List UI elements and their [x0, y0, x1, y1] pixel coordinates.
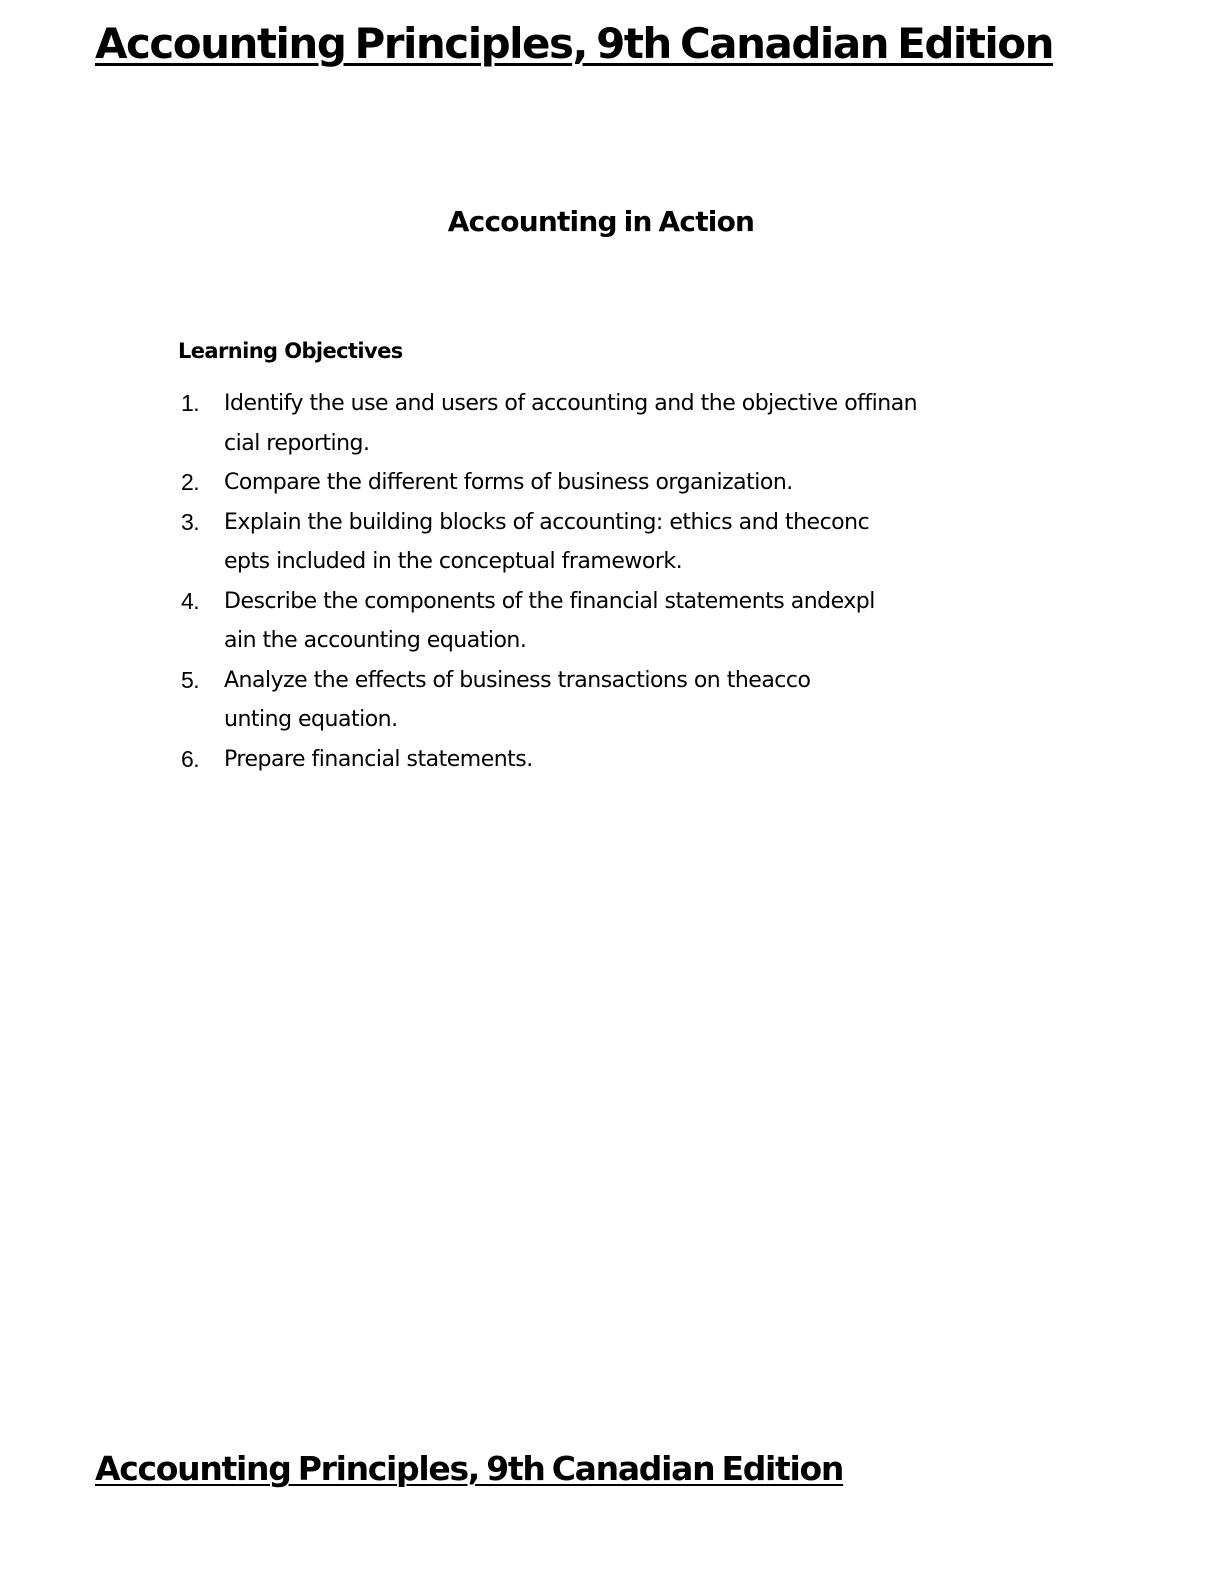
learning-objectives-heading: Learning Objectives	[178, 339, 403, 363]
objective-text-line: Explain the building blocks of accounting: ethics and theconc	[224, 509, 870, 535]
objective-item	[178, 463, 998, 503]
objective-number: 6.	[181, 745, 200, 772]
objective-text-line: Describe the components of the financial statements andexpl	[224, 588, 875, 614]
objective-number: 2.	[181, 469, 200, 495]
objective-text-line: unting equation.	[224, 707, 398, 732]
objective-item	[178, 582, 998, 661]
objective-item	[178, 503, 998, 582]
objective-number: 4.	[181, 587, 200, 614]
chapter-title: Accounting in Action	[447, 205, 755, 238]
objective-text-line: ain the accounting equation.	[224, 628, 527, 653]
objective-text-line: epts included in the conceptual framework.	[224, 549, 683, 574]
objective-text-line: Identify the use and users of accounting and the objective offinan	[224, 391, 918, 416]
objective-text-line: Analyze the effects of business transactions on theacco	[224, 667, 811, 693]
learning-objectives-list	[178, 384, 998, 779]
objective-text-line: Compare the different forms of business organization.	[224, 470, 793, 495]
objective-item	[178, 740, 998, 780]
objective-number: 5.	[181, 666, 200, 693]
page-footer-title: Accounting Principles, 9th Canadian Edition	[95, 1449, 844, 1488]
page-header-title: Accounting Principles, 9th Canadian Edition	[95, 19, 1054, 68]
objective-number: 1.	[181, 390, 200, 416]
objective-number: 3.	[181, 508, 200, 535]
objective-text-line: cial reporting.	[224, 430, 370, 456]
objective-item	[178, 661, 998, 740]
objective-item	[178, 384, 998, 463]
objective-text-line: Prepare financial statements.	[224, 746, 533, 772]
